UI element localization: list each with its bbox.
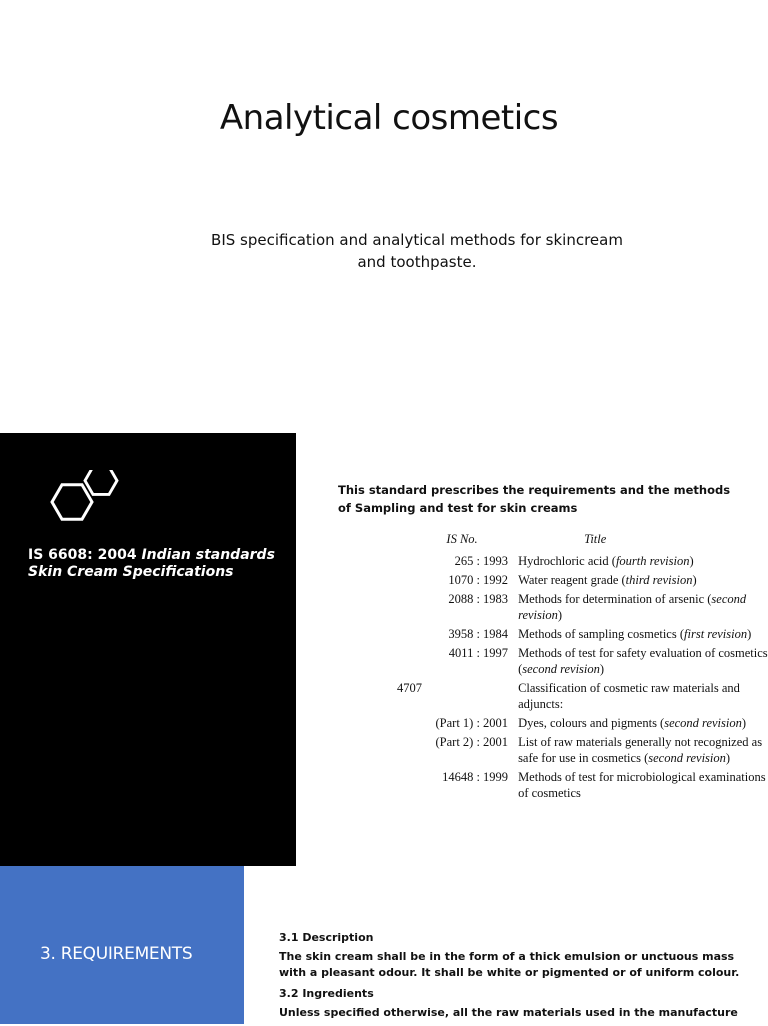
column-header-is-no: IS No. (446, 532, 478, 546)
standard-cover-title (28, 547, 288, 581)
table-row (386, 550, 768, 569)
title-tail: ) (741, 716, 747, 730)
revision-text: second revision (518, 592, 747, 622)
standard-cover-panel (0, 433, 296, 866)
section-description-heading: 3.1 Description (279, 931, 374, 944)
title-text: Hydrochloric acid ( (518, 554, 616, 568)
title-tail: ) (599, 662, 605, 676)
hexagons-logo-icon (46, 470, 126, 536)
cell-is-no: 14648 : 1999 (442, 770, 509, 784)
section-ingredients-heading: 3.2 Ingredients (279, 987, 374, 1000)
table-row (386, 766, 768, 801)
section-description-text: The skin cream shall be in the form of a thick emulsion or unctuous mass with a pleasant odour. It shall be white or pigmented or of uniform colour. (279, 950, 740, 979)
table-row (386, 588, 768, 623)
cell-title (518, 623, 768, 642)
title-tail: ) (725, 751, 731, 765)
standard-intro-text: This standard prescribes the requirements and the methods of Sampling and test for skin creams (338, 483, 731, 515)
revision-text: first revision (684, 627, 748, 641)
section-ingredients-text: Unless specified otherwise, all the raw materials used in the manufacture (279, 1006, 738, 1019)
table-header-row (386, 531, 768, 550)
cell-title (518, 766, 768, 801)
title-text: Methods of test for microbiological examinations of cosmetics (518, 770, 766, 800)
cell-title (518, 588, 768, 623)
title-text: Methods of sampling cosmetics ( (518, 627, 685, 641)
table-row (386, 731, 768, 766)
title-text: List of raw materials generally not recognized as safe for use in cosmetics ( (518, 735, 763, 765)
slide-subtitle: BIS specification and analytical methods for skincream and toothpaste. (211, 231, 623, 271)
cell-title (518, 731, 768, 766)
title-text: Water reagent grade ( (518, 573, 626, 587)
title-text: Dyes, colours and pigments ( (518, 716, 665, 730)
cell-is-no: 4011 : 1997 (448, 646, 509, 660)
revision-text: second revision (648, 751, 726, 765)
cell-is-no: 1070 : 1992 (448, 573, 509, 587)
standard-name: Indian standards Skin Cream Specifications (28, 547, 275, 580)
standard-number: IS 6608: 2004 (28, 547, 142, 563)
requirements-heading: 3. REQUIREMENTS (40, 944, 193, 964)
title-tail: ) (557, 608, 563, 622)
revision-text: fourth revision (615, 554, 690, 568)
table-row (386, 677, 768, 712)
cell-is-no: 3958 : 1984 (448, 627, 509, 641)
table-row (386, 569, 768, 588)
title-tail: ) (692, 573, 697, 587)
table-row (386, 623, 768, 642)
cell-is-no: 4707 (397, 681, 422, 695)
column-header-title: Title (584, 532, 607, 546)
title-text: Methods of test for safety evaluation of cosmetics ( (518, 646, 768, 676)
revision-text: second revision (522, 662, 600, 676)
cell-title (518, 712, 768, 731)
cell-is-no: 2088 : 1983 (448, 592, 509, 606)
title-tail: ) (689, 554, 694, 568)
cell-title (518, 550, 768, 569)
cell-is-no: (Part 2) : 2001 (435, 735, 509, 749)
cell-title (518, 569, 768, 588)
cell-title (518, 677, 768, 712)
cell-is-no: (Part 1) : 2001 (435, 716, 509, 730)
referenced-standards-table (386, 531, 768, 801)
cell-is-no: 265 : 1993 (454, 554, 509, 568)
title-tail: ) (747, 627, 752, 641)
table-row (386, 712, 768, 731)
cell-title (518, 642, 768, 677)
table-row (386, 642, 768, 677)
title-text: Classification of cosmetic raw materials and adjuncts: (518, 681, 740, 711)
title-text: Methods for determination of arsenic ( (518, 592, 712, 606)
requirements-body (279, 930, 749, 1026)
slide-title: Analytical cosmetics (219, 98, 559, 138)
revision-text: third revision (625, 573, 693, 587)
revision-text: second revision (664, 716, 742, 730)
